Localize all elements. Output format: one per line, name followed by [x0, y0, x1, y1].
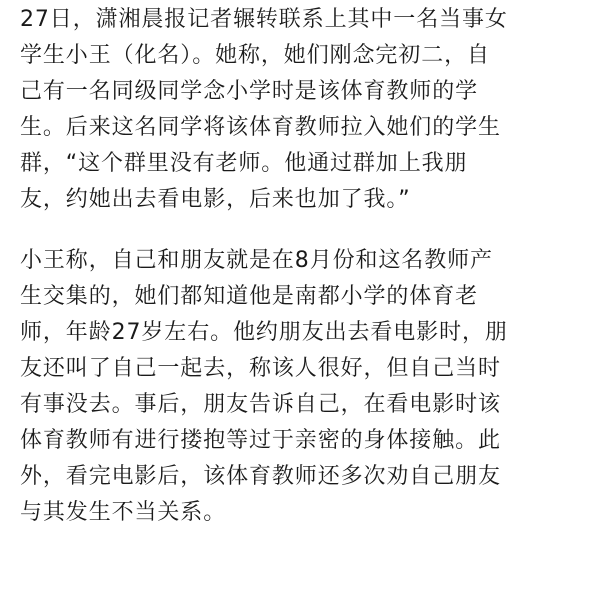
text-line: 学生小王（化名）。她称，她们刚念完初二，自 — [20, 43, 490, 68]
text-line: 体育教师有进行搂抱等过于亲密的身体接触。此 — [20, 428, 501, 453]
text-line: 外，看完电影后，该体育教师还多次劝自己朋友 — [20, 464, 501, 489]
text-line: 与其发生不当关系。 — [20, 500, 227, 525]
text-line: 己有一名同级同学念小学时是该体育教师的学 — [20, 79, 479, 104]
text-line: 27日，潇湘晨报记者辗转联系上其中一名当事女 — [20, 7, 508, 32]
text-line: 友还叫了自己一起去，称该人很好，但自己当时 — [20, 356, 501, 381]
text-line: 友，约她出去看电影，后来也加了我。” — [20, 187, 411, 212]
text-line: 小王称，自己和朋友就是在8月份和这名教师产 — [20, 248, 493, 273]
text-line: 群，“这个群里没有老师。他通过群加上我朋 — [20, 151, 468, 176]
paragraph-spacer — [20, 218, 582, 243]
paragraph-2 — [20, 243, 582, 531]
text-line: 生交集的，她们都知道他是南都小学的体育老 — [20, 284, 479, 309]
text-line: 师，年龄27岁左右。他约朋友出去看电影时，朋 — [20, 320, 508, 345]
paragraph-1 — [20, 2, 582, 218]
text-line: 生。后来这名同学将该体育教师拉入她们的学生 — [20, 115, 501, 140]
text-line: 有事没去。事后，朋友告诉自己，在看电影时该 — [20, 392, 501, 417]
